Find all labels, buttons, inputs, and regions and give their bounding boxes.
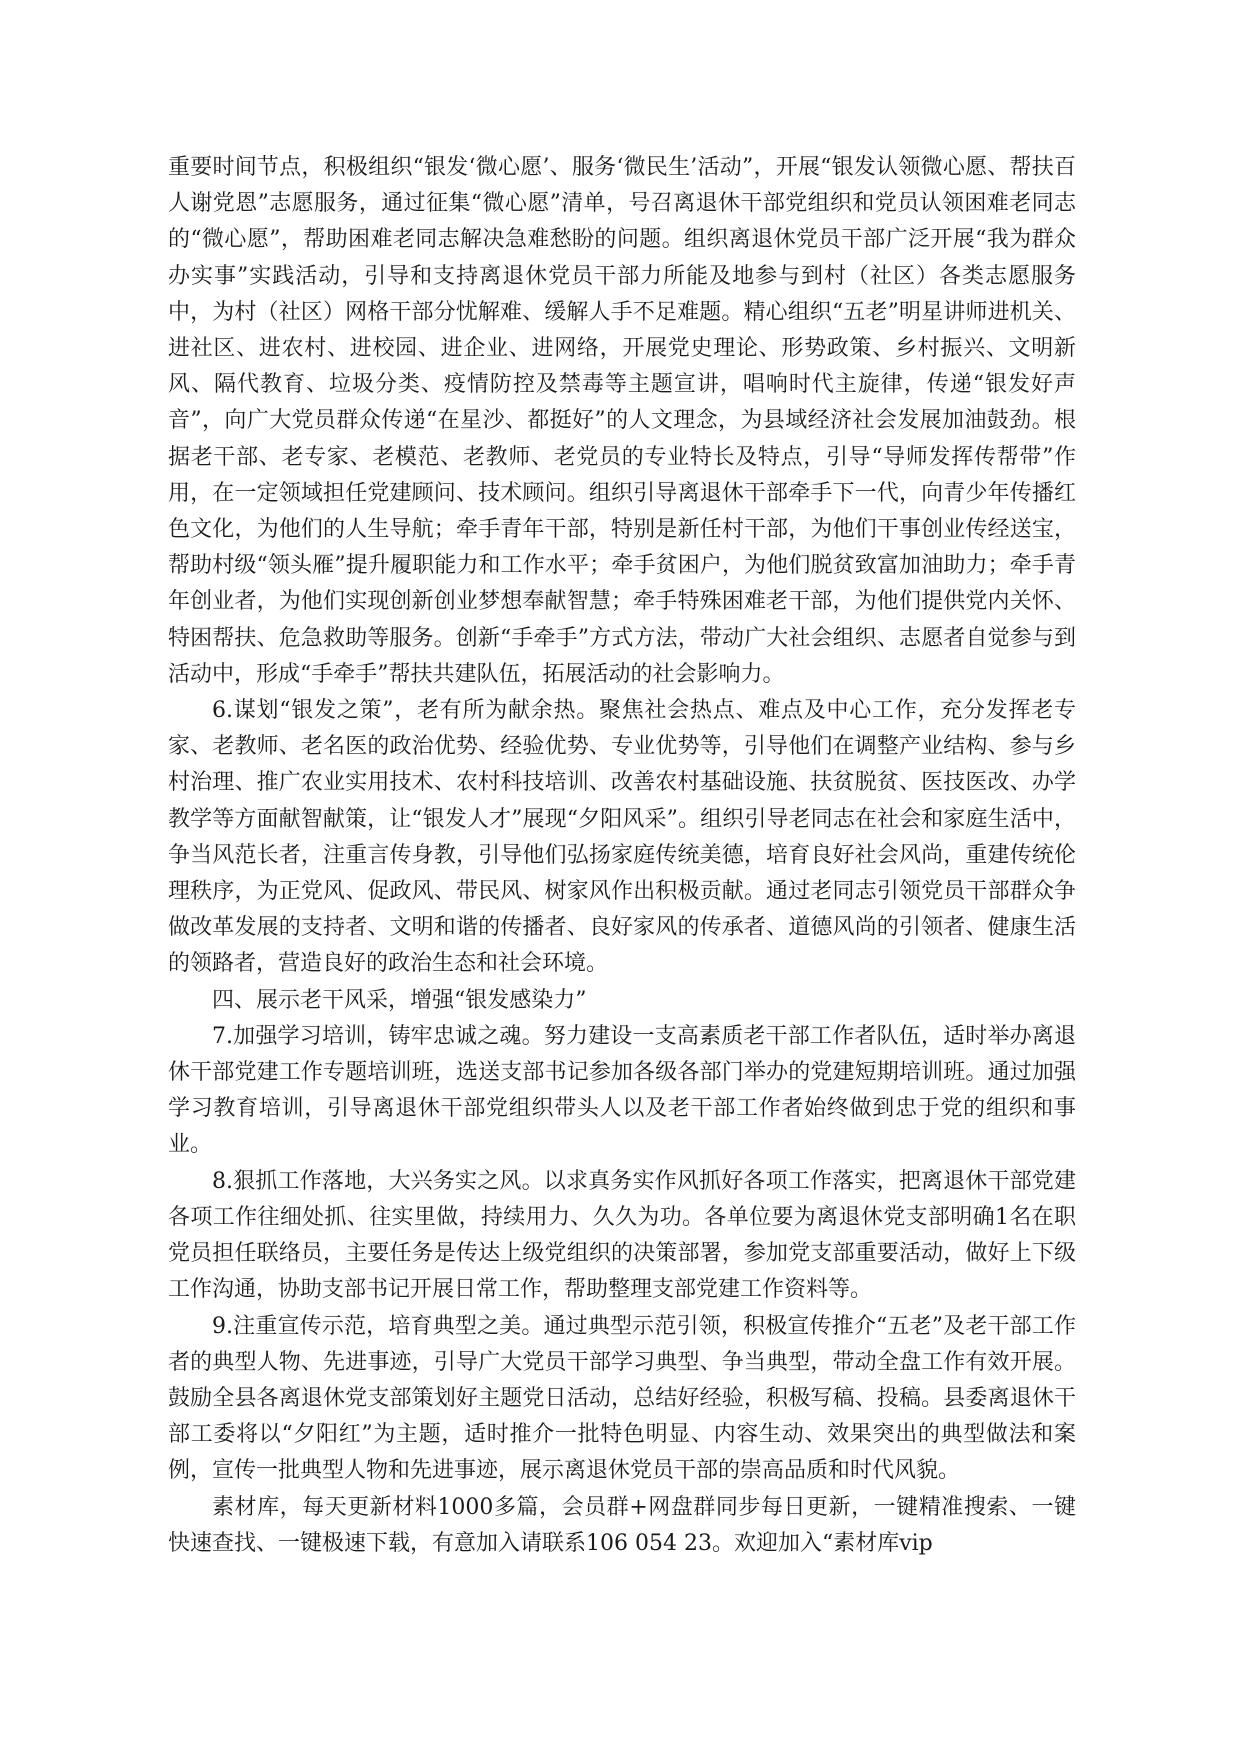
paragraph-item-9: 9.注重宣传示范，培育典型之美。通过典型示范引领，积极宣传推介“五老”及老干部工作者的典型人物、先进事迹，引导广大党员干部学习典型、争当典型，带动全盘工作有效开展。鼓励全县各离退休党支部策划好主题党日活动，总结好经验，积极写稿、投稿。县委离退休干部工委将以“夕阳红”为主题，适时推介一批特色明显、内容生动、效果突出的典型做法和案例，宣传一批典型人物和先进事迹，展示离退休党员干部的崇高品质和时代风貌。 [168,1313,1076,1484]
paragraph-item-8: 8.狠抓工作落地，大兴务实之风。以求真务实作风抓好各项工作落实，把离退休干部党建各项工作往细处抓、往实里做，持续用力、久久为功。各单位要为离退休党支部明确1名在职党员担任联络员，主要任务是传达上级党组织的决策部署，参加党支部重要活动，做好上下级工作沟通，协助支部书记开展日常工作，帮助整理支部党建工作资料等。 [168,1168,1076,1303]
paragraph-promo: 素材库，每天更新材料1000多篇，会员群+网盘群同步每日更新，一键精准搜索、一键快速查找、一键极速下载，有意加入请联系106 054 23。欢迎加入“素材库vip [168,1494,1076,1556]
paragraph-item-6: 6.谋划“银发之策”，老有所为献余热。聚焦社会热点、难点及中心工作，充分发挥老专家、老教师、老名医的政治优势、经验优势、专业优势等，引导他们在调整产业结构、参与乡村治理、推广农业实用技术、农村科技培训、改善农村基础设施、扶贫脱贫、医技医改、办学教学等方面献智献策，让“银发人才”展现“夕阳风采”。组织引导老同志在社会和家庭生活中，争当风范长者，注重言传身教，引导他们弘扬家庭传统美德，培育良好社会风尚，重建传统伦理秩序，为正党风、促政风、带民风、树家风作出积极贡献。通过老同志引领党员干部群众争做改革发展的支持者、文明和谐的传播者、良好家风的传承者、道德风尚的引领者、健康生活的领路者，营造良好的政治生态和社会环境。 [168,698,1076,977]
document-page [168,150,1076,1562]
paragraph-item-7: 7.加强学习培训，铸牢忠诚之魂。努力建设一支高素质老干部工作者队伍，适时举办离退休干部党建工作专题培训班，选送支部书记参加各级各部门举办的党建短期培训班。通过加强学习教育培训，引导离退休干部党组织带头人以及老干部工作者始终做到忠于党的组织和事业。 [168,1023,1076,1158]
paragraph-intro-continued: 重要时间节点，积极组织“银发‘微心愿’、服务‘微民生’活动”，开展“银发认领微心愿、帮扶百人谢党恩”志愿服务，通过征集“微心愿”清单，号召离退休干部党组织和党员认领困难老同志的“微心愿”，帮助困难老同志解决急难愁盼的问题。组织离退休党员干部广泛开展“我为群众办实事”实践活动，引导和支持离退休党员干部力所能及地参与到村（社区）各类志愿服务中，为村（社区）网格干部分忧解难、缓解人手不足难题。精心组织“五老”明星讲师进机关、进社区、进农村、进校园、进企业、进网络，开展党史理论、形势政策、乡村振兴、文明新风、隔代教育、垃圾分类、疫情防控及禁毒等主题宣讲，唱响时代主旋律，传递“银发好声音”，向广大党员群众传递“在星沙、都挺好”的人文理念，为县域经济社会发展加油鼓劲。根据老干部、老专家、老模范、老教师、老党员的专业特长及特点，引导“导师发挥传帮带”作用，在一定领域担任党建顾问、技术顾问。组织引导离退休干部牵手下一代，向青少年传播红色文化，为他们的人生导航；牵手青年干部，特别是新任村干部，为他们干事创业传经送宝，帮助村级“领头雁”提升履职能力和工作水平；牵手贫困户，为他们脱贫致富加油助力；牵手青年创业者，为他们实现创新创业梦想奉献智慧；牵手特殊困难老干部，为他们提供党内关怀、特困帮扶、危急救助等服务。创新“手牵手”方式方法，带动广大社会组织、志愿者自觉参与到活动中，形成“手牵手”帮扶共建队伍，拓展活动的社会影响力。 [168,155,1076,687]
section-heading-4: 四、展示老干风采，增强“银发感染力” [212,987,587,1013]
